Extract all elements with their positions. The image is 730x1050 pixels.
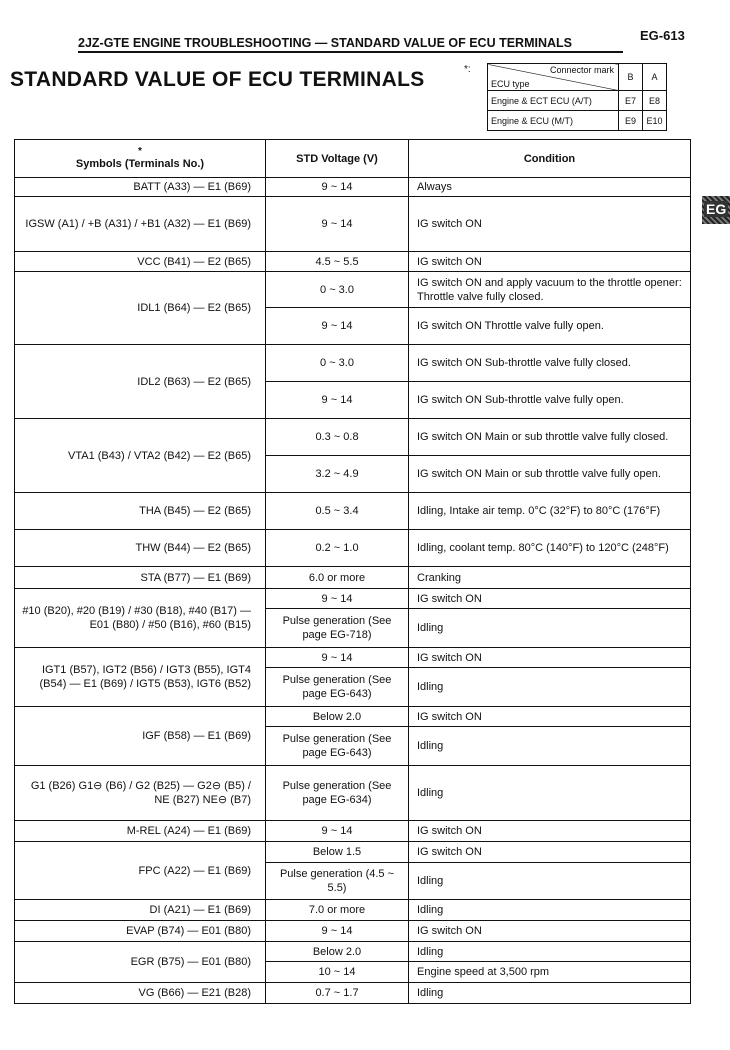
page-number: EG-613 (640, 28, 685, 43)
std-voltage: 9 ~ 14 (266, 921, 409, 942)
connector-mark-label: Connector mark (549, 65, 614, 75)
condition: Idling (409, 900, 691, 921)
ecu-mt-b: E9 (619, 111, 643, 131)
std-voltage: 0 ~ 3.0 (266, 272, 409, 308)
std-voltage: 6.0 or more (266, 567, 409, 589)
ecu-mt-a: E10 (643, 111, 667, 131)
table-row (15, 252, 691, 272)
std-voltage: 9 ~ 14 (266, 308, 409, 345)
condition: IG switch ON (409, 842, 691, 863)
section-tab (702, 196, 730, 224)
table-row (15, 493, 691, 530)
section-tab-label: EG (706, 201, 727, 217)
std-voltage: 10 ~ 14 (266, 962, 409, 983)
condition: Idling (409, 766, 691, 821)
condition: Idling, coolant temp. 80°C (140°F) to 120°C (248°F) (409, 530, 691, 567)
condition: IG switch ON Sub-throttle valve fully closed. (409, 345, 691, 382)
terminal-symbol: BATT (A33) — E1 (B69) (15, 178, 266, 197)
condition: Cranking (409, 567, 691, 589)
std-voltage: Below 2.0 (266, 942, 409, 962)
condition: Idling (409, 609, 691, 648)
condition: IG switch ON (409, 252, 691, 272)
table-header-row (15, 140, 691, 178)
condition: IG switch ON Main or sub throttle valve fully closed. (409, 419, 691, 456)
table-row (15, 178, 691, 197)
std-voltage: 0.3 ~ 0.8 (266, 419, 409, 456)
condition: IG switch ON Throttle valve fully open. (409, 308, 691, 345)
terminal-symbol: VTA1 (B43) / VTA2 (B42) — E2 (B65) (15, 419, 266, 493)
condition: Idling, Intake air temp. 0°C (32°F) to 80°C (176°F) (409, 493, 691, 530)
std-voltage: 0.7 ~ 1.7 (266, 983, 409, 1004)
condition: Idling (409, 668, 691, 707)
table-row (15, 567, 691, 589)
table-row (15, 707, 691, 727)
condition: IG switch ON (409, 648, 691, 668)
condition: IG switch ON and apply vacuum to the throttle opener: Throttle valve fully closed. (409, 272, 691, 308)
terminal-symbol: STA (B77) — E1 (B69) (15, 567, 266, 589)
condition: IG switch ON (409, 197, 691, 252)
symbols-header (15, 140, 266, 178)
std-voltage: 9 ~ 14 (266, 178, 409, 197)
condition: IG switch ON Main or sub throttle valve fully open. (409, 456, 691, 493)
connector-col-b: B (619, 64, 643, 91)
table-row (15, 589, 691, 609)
table-row (15, 921, 691, 942)
terminal-symbol: IGF (B58) — E1 (B69) (15, 707, 266, 766)
condition: Always (409, 178, 691, 197)
condition: IG switch ON (409, 921, 691, 942)
std-voltage: Pulse generation (See page EG-718) (266, 609, 409, 648)
condition: Idling (409, 727, 691, 766)
terminal-symbol: IGT1 (B57), IGT2 (B56) / IGT3 (B55), IGT4 (B54) — E1 (B69) / IGT5 (B53), IGT6 (B52) (15, 648, 266, 707)
std-voltage: Below 1.5 (266, 842, 409, 863)
std-voltage: 9 ~ 14 (266, 648, 409, 668)
connector-col-a: A (643, 64, 667, 91)
std-voltage: 9 ~ 14 (266, 821, 409, 842)
terminal-symbol: VCC (B41) — E2 (B65) (15, 252, 266, 272)
terminal-symbol: DI (A21) — E1 (B69) (15, 900, 266, 921)
terminal-symbol: EVAP (B74) — E01 (B80) (15, 921, 266, 942)
terminal-symbol: IDL1 (B64) — E2 (B65) (15, 272, 266, 345)
table-row (15, 900, 691, 921)
std-voltage: 4.5 ~ 5.5 (266, 252, 409, 272)
std-voltage: Pulse generation (See page EG-643) (266, 727, 409, 766)
voltage-header: STD Voltage (V) (266, 140, 409, 178)
footnote-marker: *: (464, 64, 471, 75)
table-row (15, 272, 691, 308)
terminal-symbol: #10 (B20), #20 (B19) / #30 (B18), #40 (B17) — E01 (B80) / #50 (B16), #60 (B15) (15, 589, 266, 648)
table-row (15, 197, 691, 252)
std-voltage: 0.5 ~ 3.4 (266, 493, 409, 530)
ecu-type-at: Engine & ECT ECU (A/T) (488, 91, 619, 111)
std-voltage: 3.2 ~ 4.9 (266, 456, 409, 493)
table-row (15, 821, 691, 842)
symbols-star: * (138, 145, 142, 157)
condition: IG switch ON (409, 707, 691, 727)
table-row (15, 530, 691, 567)
ecu-at-b: E7 (619, 91, 643, 111)
symbols-header-label: Symbols (Terminals No.) (75, 157, 205, 170)
std-voltage: 0 ~ 3.0 (266, 345, 409, 382)
table-row (15, 983, 691, 1004)
table-row (15, 419, 691, 456)
table-row (15, 766, 691, 821)
condition-header: Condition (409, 140, 691, 178)
terminal-symbol: M-REL (A24) — E1 (B69) (15, 821, 266, 842)
terminal-symbol: G1 (B26) G1⊖ (B6) / G2 (B25) — G2⊖ (B5) / NE (B27) NE⊖ (B7) (15, 766, 266, 821)
std-voltage: 9 ~ 14 (266, 589, 409, 609)
condition: Idling (409, 983, 691, 1004)
condition: IG switch ON (409, 821, 691, 842)
table-row (15, 942, 691, 962)
table-row (15, 842, 691, 863)
ecu-terminal-table (14, 139, 691, 1004)
terminal-symbol: THA (B45) — E2 (B65) (15, 493, 266, 530)
std-voltage: 9 ~ 14 (266, 197, 409, 252)
terminal-symbol: VG (B66) — E21 (B28) (15, 983, 266, 1004)
connector-legend-header (488, 64, 619, 91)
table-row (15, 345, 691, 382)
condition: Idling (409, 863, 691, 900)
condition: IG switch ON Sub-throttle valve fully open. (409, 382, 691, 419)
terminal-symbol: THW (B44) — E2 (B65) (15, 530, 266, 567)
terminal-symbol: IDL2 (B63) — E2 (B65) (15, 345, 266, 419)
std-voltage: Pulse generation (See page EG-634) (266, 766, 409, 821)
condition: Idling (409, 942, 691, 962)
condition: Engine speed at 3,500 rpm (409, 962, 691, 983)
std-voltage: 7.0 or more (266, 900, 409, 921)
std-voltage: Pulse generation (4.5 ~ 5.5) (266, 863, 409, 900)
running-header: 2JZ-GTE ENGINE TROUBLESHOOTING — STANDARD VALUE OF ECU TERMINALS (78, 36, 623, 53)
ecu-at-a: E8 (643, 91, 667, 111)
ecu-type-label: ECU type (491, 79, 530, 89)
terminal-symbol: EGR (B75) — E01 (B80) (15, 942, 266, 983)
table-row (15, 648, 691, 668)
terminal-symbol: IGSW (A1) / +B (A31) / +B1 (A32) — E1 (B69) (15, 197, 266, 252)
std-voltage: 9 ~ 14 (266, 382, 409, 419)
condition: IG switch ON (409, 589, 691, 609)
std-voltage: Below 2.0 (266, 707, 409, 727)
page-title: STANDARD VALUE OF ECU TERMINALS (10, 68, 425, 91)
connector-legend-table (487, 63, 667, 131)
std-voltage: Pulse generation (See page EG-643) (266, 668, 409, 707)
ecu-type-mt: Engine & ECU (M/T) (488, 111, 619, 131)
table-body (15, 178, 691, 1004)
std-voltage: 0.2 ~ 1.0 (266, 530, 409, 567)
terminal-symbol: FPC (A22) — E1 (B69) (15, 842, 266, 900)
